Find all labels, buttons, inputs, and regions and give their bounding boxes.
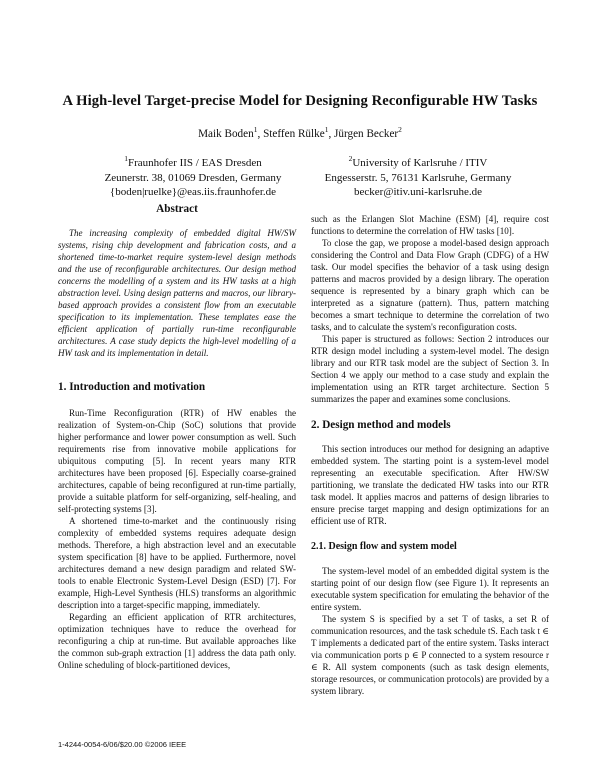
body-paragraph: such as the Erlangen Slot Machine (ESM) [4], require cost functions to determine the correlation of HW tasks [10]. bbox=[311, 214, 549, 236]
author-name: Steffen Rülke bbox=[263, 128, 325, 140]
author-mark: 1 bbox=[253, 125, 258, 134]
body-paragraph: Run-Time Reconfiguration (RTR) of HW enables the realization of System-on-Chip (SoC) solutions that provide higher performance and lower power consumption as well. Such requirements rise from innovative mobile applications for ubiquitous computing [5]. In recent years many RTR architectures have been proposed [6]. Especially coarse-grained architectures, capable of being reconfigured at run-time partially, provide a suitable platform for self-organizing, self-healing, and self-protecting systems [3]. bbox=[58, 408, 296, 514]
body-paragraph: Regarding an efficient application of RTR architectures, optimization techniques have to reduce the overhead for reconfiguring a chip at run-time. But available approaches like the common sub-graph extraction [1] address the data path only. Online scheduling of block-partitioned devices, bbox=[58, 612, 296, 670]
author-mark: 2 bbox=[398, 125, 402, 134]
affiliation-email: becker@itiv.uni-karlsruhe.de bbox=[354, 186, 482, 198]
copyright-footer: 1-4244-0054-6/06/$20.00 ©2006 IEEE bbox=[58, 740, 187, 749]
right-column bbox=[311, 193, 549, 697]
left-column bbox=[58, 193, 296, 671]
affiliation-line bbox=[298, 152, 538, 171]
affiliation-address: Engesserstr. 5, 76131 Karlsruhe, Germany bbox=[324, 171, 512, 184]
abstract-text: The increasing complexity of embedded digital HW/SW systems, rising chip development and fabrication costs, and a shortened time-to-market require system-level design methods and the use of reconfigurable architectures. Our design method concerns the modelling of a system and its HW tasks at a high abstraction level. Using design patterns and macros, our library-based approach provides a consistent flow from an executable specification to its implementation. These templates ease the efficient application of partially run-time reconfigurable architectures. A case study depicts the high-level modelling of a HW task and its implementation in detail. bbox=[58, 228, 296, 358]
body-paragraph: The system S is specified by a set T of tasks, a set R of communication resources, and the task schedule tS. Each task t ∈ T implements a dedicated part of the entire system. Tasks interact via communication ports p ∈ P connected to a system resource r ∈ R. All system components (such as task design elements, storage resources, or communication protocols) are provided by a system library. bbox=[311, 614, 549, 696]
body-paragraph: The system-level model of an embedded digital system is the starting point of our design flow (see Figure 1). It represents an executable system specification for emulating the behavior of the entire system. bbox=[311, 566, 549, 612]
body-paragraph: This paper is structured as follows: Section 2 introduces our RTR design model including a system-level model. The design library and our RTR task model are the subject of Section 3. In Section 4 we apply our method to a case study and explain the implementation using an RTR target architecture. Section 5 summarizes the paper and examines some conclusions. bbox=[311, 334, 549, 404]
author-name: Maik Boden bbox=[198, 128, 254, 140]
affiliation-line bbox=[73, 152, 313, 171]
affiliation-address: Zeunerstr. 38, 01069 Dresden, Germany bbox=[104, 171, 282, 184]
abstract-heading: Abstract bbox=[156, 203, 198, 215]
subsection-heading: 2.1. Design flow and system model bbox=[311, 541, 457, 552]
body-paragraph: This section introduces our method for designing an adaptive embedded system. The starting point is a system-level model representing an executable specification. After HW/SW partitioning, we translate the dedicated HW tasks into our RTR task model. It applies macros and patterns of design libraries to ensure precise target mapping and design optimizations for an efficient use of RTR. bbox=[311, 444, 549, 526]
affiliation-mark: 2 bbox=[348, 154, 353, 163]
author-list: Maik Boden$^1$, Steffen Rülke$^1$, Jürgen Becker$^2$ bbox=[198, 125, 402, 140]
body-paragraph: A shortened time-to-market and the continuously rising complexity of embedded systems requires adequate design methods. Therefore, a high abstraction level and an executable system specification [8] have to be applied. Furthermore, novel architectures demand a new design paradigm and related SW-tools to enable Electronic System-Level Design (ESD) [7]. For example, High-Level Synthesis (HLS) transforms an algorithmic description into a target-specific mapping, immediately. bbox=[58, 516, 296, 610]
author-mark: 1 bbox=[324, 125, 329, 134]
affiliation-name: Fraunhofer IIS / EAS Dresden bbox=[127, 157, 262, 169]
affiliation-mark: 1 bbox=[124, 154, 128, 163]
affiliation-name: University of Karlsruhe / ITIV bbox=[352, 157, 488, 169]
paper-title: A High-level Target-precise Model for Designing Reconfigurable HW Tasks bbox=[62, 93, 538, 109]
author-name: Jürgen Becker bbox=[334, 128, 399, 140]
section-heading: 2. Design method and models bbox=[311, 419, 451, 431]
affiliation-email: {boden|ruelke}@eas.iis.fraunhofer.de bbox=[109, 186, 277, 198]
body-paragraph: To close the gap, we propose a model-based design approach considering the Control and Data Flow Graph (CDFG) of a HW task. Our model specifies the behavior of a task using design patterns and macros provided by a design library. The operation sequence is represented by a binary graph which can be interpreted as a signature (pattern). Thus, pattern matching becomes a smart technique to determine the correlation of two tasks, and to calculate the system's reconfiguration costs. bbox=[311, 238, 549, 332]
section-heading: 1. Introduction and motivation bbox=[58, 381, 206, 393]
